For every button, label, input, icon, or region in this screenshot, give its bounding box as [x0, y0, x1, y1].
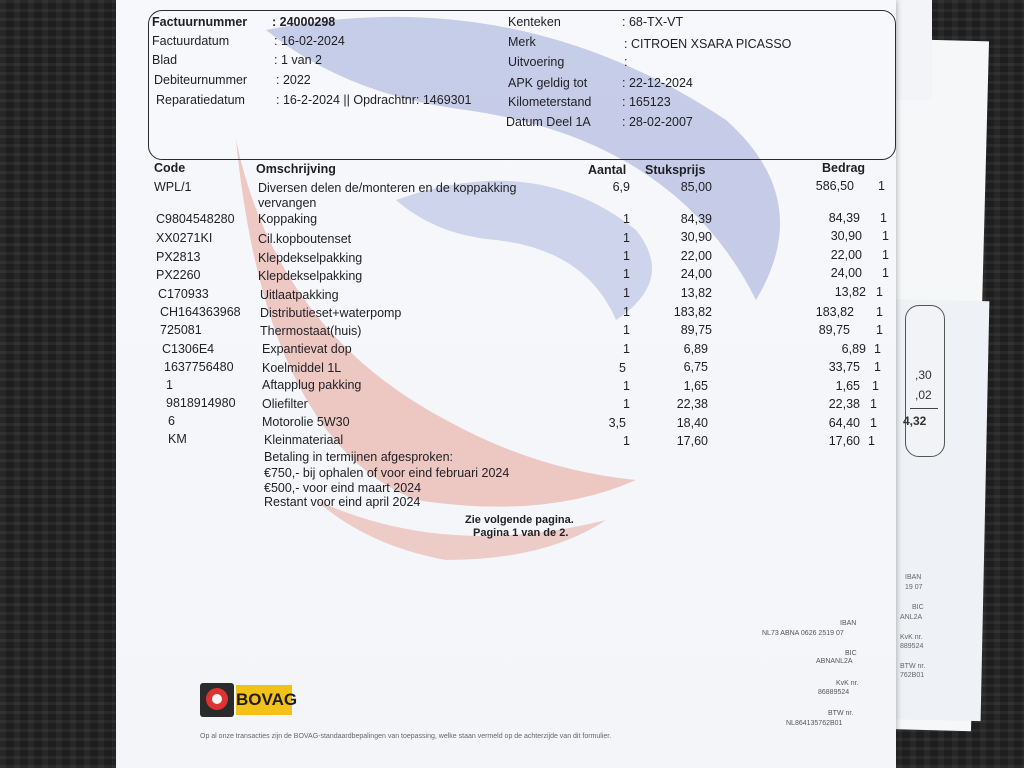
- row-code: CH164363968: [160, 305, 241, 319]
- mileage-label: Kilometerstand: [508, 95, 592, 109]
- row-description: Motorolie 5W30: [262, 415, 350, 429]
- row-amount: 6,89: [841, 342, 866, 356]
- row-description: Klepdekselpakking: [258, 269, 363, 283]
- row-description: Uitlaatpakking: [260, 288, 339, 302]
- row-quantity: 1: [623, 397, 630, 411]
- col-description: Omschrijving: [256, 162, 336, 176]
- back-sheet-value: ,30: [915, 368, 932, 382]
- row-code: 6: [168, 414, 175, 428]
- row-amount: 89,75: [818, 323, 850, 337]
- invoice-date-label: Factuurdatum: [152, 34, 230, 48]
- row-quantity: 5: [619, 361, 626, 375]
- row-unit-price: 24,00: [680, 267, 712, 281]
- row-code: PX2813: [156, 250, 201, 264]
- bovag-logo: [200, 683, 298, 717]
- col-code: Code: [154, 161, 186, 175]
- row-code: 725081: [160, 323, 202, 337]
- row-vat-code: 1: [880, 211, 887, 225]
- sheet-label: Blad: [152, 53, 178, 67]
- row-quantity: 1: [623, 323, 630, 337]
- apk-label: APK geldig tot: [508, 76, 588, 90]
- row-code: C9804548280: [156, 212, 235, 226]
- row-quantity: 1: [623, 434, 630, 448]
- row-unit-price: 17,60: [676, 434, 708, 448]
- row-amount: 24,00: [830, 266, 862, 280]
- payment-note: €750,- bij ophalen of voor eind februari 2024: [264, 466, 510, 480]
- row-vat-code: 1: [870, 397, 877, 411]
- row-unit-price: 1,65: [683, 379, 708, 393]
- back-bic: ANL2A: [900, 614, 923, 621]
- row-vat-code: 1: [882, 248, 889, 262]
- col-unit-price: Stuksprijs: [645, 163, 706, 177]
- row-quantity: 1: [623, 305, 630, 319]
- row-vat-code: 1: [870, 416, 877, 430]
- back-iban: 19 07: [905, 584, 923, 591]
- row-vat-code: 1: [876, 323, 883, 337]
- row-vat-code: 1: [874, 360, 881, 374]
- row-quantity: 1: [623, 267, 630, 281]
- invoice-number-value: : 24000298: [272, 15, 336, 29]
- bovag-emblem-icon: [200, 683, 234, 717]
- row-quantity: 1: [623, 249, 630, 263]
- row-unit-price: 30,90: [680, 230, 712, 244]
- row-quantity: 3,5: [608, 416, 626, 430]
- row-amount: 183,82: [815, 305, 854, 319]
- repair-date-label: Reparatiedatum: [156, 93, 245, 107]
- col-quantity: Aantal: [588, 163, 627, 177]
- row-vat-code: 1: [882, 229, 889, 243]
- back-btw-label: BTW nr.: [900, 663, 926, 670]
- row-amount: 30,90: [830, 229, 862, 243]
- version-label: Uitvoering: [508, 55, 565, 69]
- back-bic-label: BIC: [912, 604, 924, 611]
- row-vat-code: 1: [876, 305, 883, 319]
- btw-value: NL864135762B01: [786, 720, 843, 727]
- row-amount: 22,38: [828, 397, 860, 411]
- invoice-date-value: : 16-02-2024: [274, 34, 345, 48]
- back-kvk: 889524: [900, 643, 924, 650]
- registration-date-value: : 28-02-2007: [622, 115, 693, 129]
- row-amount: 33,75: [828, 360, 860, 374]
- row-quantity: 1: [623, 379, 630, 393]
- row-amount: 22,00: [830, 248, 862, 262]
- row-unit-price: 22,00: [680, 249, 712, 263]
- row-vat-code: 1: [868, 434, 875, 448]
- row-vat-code: 1: [878, 179, 885, 193]
- invoice-number-label: Factuurnummer: [152, 15, 248, 29]
- row-quantity: 1: [623, 212, 630, 226]
- row-description: Kleinmateriaal: [264, 433, 344, 447]
- row-code: C1306E4: [162, 342, 215, 356]
- row-code: WPL/1: [154, 180, 192, 194]
- row-unit-price: 89,75: [680, 323, 712, 337]
- row-code: 1: [166, 378, 173, 392]
- version-value: :: [624, 55, 628, 69]
- row-unit-price: 6,75: [683, 360, 708, 374]
- row-unit-price: 183,82: [673, 305, 712, 319]
- license-plate-value: : 68-TX-VT: [622, 15, 684, 29]
- payment-note: Betaling in termijnen afgesproken:: [264, 450, 454, 464]
- row-unit-price: 13,82: [680, 286, 712, 300]
- row-vat-code: 1: [876, 285, 883, 299]
- row-description: Aftapplug pakking: [262, 378, 362, 392]
- row-unit-price: 85,00: [680, 180, 712, 194]
- iban-value: NL73 ABNA 0626 2519 07: [762, 630, 844, 637]
- debtor-number-value: : 2022: [276, 73, 311, 87]
- row-amount: 17,60: [828, 434, 860, 448]
- row-code: C170933: [158, 287, 209, 301]
- kvk-value: 86889524: [818, 689, 850, 696]
- sheet-value: : 1 van 2: [274, 53, 322, 67]
- row-description: Koppaking: [258, 212, 318, 226]
- row-description: Koelmiddel 1L: [262, 361, 342, 375]
- kvk-label: KvK nr.: [836, 680, 859, 687]
- back-kvk-label: KvK nr.: [900, 634, 923, 641]
- row-vat-code: 1: [872, 379, 879, 393]
- row-quantity: 1: [623, 342, 630, 356]
- continue-note: Zie volgende pagina.: [465, 514, 574, 526]
- row-code: KM: [168, 432, 187, 446]
- back-btw: 762B01: [900, 672, 925, 679]
- row-code: 9818914980: [166, 396, 236, 410]
- payment-note: Restant voor eind april 2024: [264, 495, 421, 509]
- row-vat-code: 1: [882, 266, 889, 280]
- row-amount: 64,40: [828, 416, 860, 430]
- back-sheet-divider: [910, 408, 938, 409]
- back-iban-label: IBAN: [905, 574, 922, 581]
- back-sheet-value: ,02: [915, 388, 932, 402]
- row-quantity: 1: [623, 286, 630, 300]
- row-quantity: 6,9: [612, 180, 630, 194]
- bic-label: BIC: [845, 650, 857, 657]
- terms-disclaimer: Op al onze transacties zijn de BOVAG-standaardbepalingen van toepassing, welke staan vermeld op de achterzijde van dit formulier.: [200, 733, 612, 740]
- row-unit-price: 22,38: [676, 397, 708, 411]
- row-code: PX2260: [156, 268, 201, 282]
- debtor-number-label: Debiteurnummer: [154, 73, 248, 87]
- row-amount: 586,50: [815, 179, 854, 193]
- row-quantity: 1: [623, 231, 630, 245]
- bic-value: ABNANL2A: [816, 658, 853, 665]
- row-amount: 13,82: [834, 285, 866, 299]
- row-description: Klepdekselpakking: [258, 251, 363, 265]
- back-sheet-total: 4,32: [903, 414, 927, 428]
- bovag-logo-text: BOVAG: [236, 685, 292, 715]
- registration-date-label: Datum Deel 1A: [506, 115, 591, 129]
- row-description: Diversen delen de/monteren en de koppakking: [258, 181, 517, 195]
- mileage-value: : 165123: [622, 95, 671, 109]
- col-amount: Bedrag: [822, 161, 866, 175]
- repair-date-value: : 16-2-2024 || Opdrachtnr: 1469301: [276, 93, 472, 107]
- license-plate-label: Kenteken: [508, 15, 561, 29]
- iban-label: IBAN: [840, 620, 857, 627]
- row-amount: 1,65: [835, 379, 860, 393]
- payment-note: €500,- voor eind maart 2024: [264, 481, 422, 495]
- row-unit-price: 18,40: [676, 416, 708, 430]
- row-vat-code: 1: [874, 342, 881, 356]
- row-description: Thermostaat(huis): [260, 324, 362, 338]
- row-unit-price: 6,89: [683, 342, 708, 356]
- row-description-cont: vervangen: [258, 196, 317, 210]
- row-unit-price: 84,39: [680, 212, 712, 226]
- row-amount: 84,39: [828, 211, 860, 225]
- brand-value: : CITROEN XSARA PICASSO: [624, 37, 792, 51]
- row-code: 1637756480: [164, 360, 234, 374]
- row-description: Oliefilter: [262, 397, 308, 411]
- page-indicator: Pagina 1 van de 2.: [473, 527, 569, 539]
- row-code: XX0271KI: [156, 231, 213, 245]
- brand-label: Merk: [508, 35, 536, 49]
- apk-value: : 22-12-2024: [622, 76, 693, 90]
- row-description: Expantievat dop: [262, 342, 352, 356]
- row-description: Distributieset+waterpomp: [260, 306, 402, 320]
- btw-label: BTW nr.: [828, 710, 854, 717]
- row-description: Cil.kopboutenset: [258, 232, 352, 246]
